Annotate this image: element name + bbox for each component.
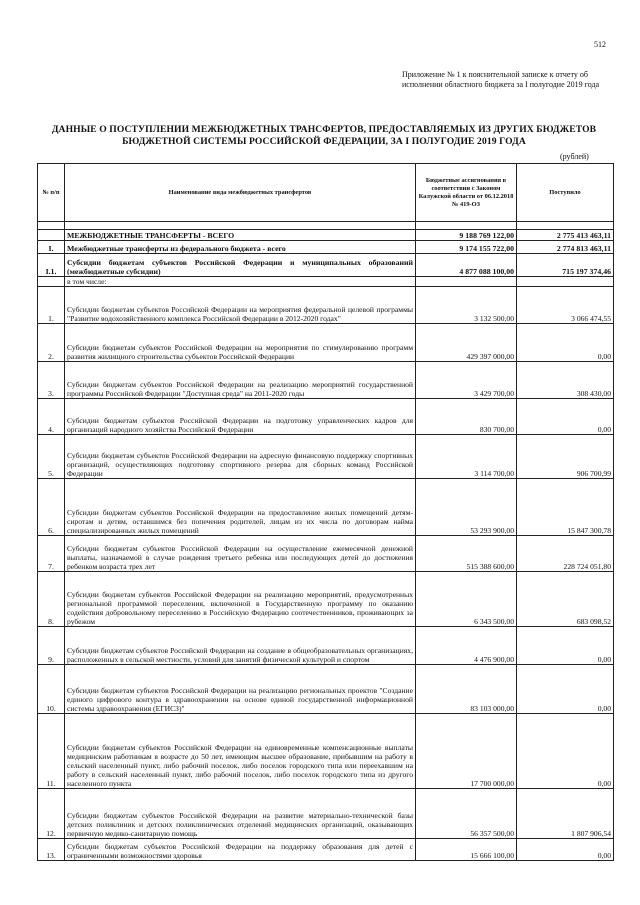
header-name: Наименование вида межбюджетных трансфертов [65,164,416,222]
table-row [38,479,614,536]
row-assigned: 429 397 000,00 [416,324,517,362]
row-received: 715 197 374,46 [517,254,614,277]
row-received: 683 098,52 [517,572,614,627]
row-received [517,277,614,287]
row-received: 0,00 [517,627,614,665]
table-row [38,665,614,714]
table-row [38,435,614,479]
table-row [38,324,614,362]
row-assigned: 53 293 900,00 [416,479,517,536]
row-received: 3 066 474,55 [517,287,614,324]
row-num: 8. [38,572,65,627]
row-assigned: 4 476 900,00 [416,627,517,665]
units-label: (рублей) [560,152,589,161]
table-row [38,627,614,665]
row-received: 906 700,99 [517,435,614,479]
table-row [38,241,614,254]
table-row [38,839,614,861]
table-header-row [38,164,614,222]
row-num: 7. [38,536,65,572]
row-num: I.1. [38,254,65,277]
row-assigned: 9 188 769 122,00 [416,230,517,241]
row-assigned: 4 877 088 100,00 [416,254,517,277]
row-name: Субсидии бюджетам субъектов Российской Федерации на адресную финансовую поддержку спортивных организаций, осуществляющих подготовку спортивного резерва для сборных команд Российской Федерации [65,435,416,479]
row-num: 10. [38,665,65,714]
row-name: Субсидии бюджетам субъектов Российской Федерации на мероприятия по стимулированию программ развития жилищного строительства субъектов Российской Федерации [65,324,416,362]
row-received: 2 775 413 463,11 [517,230,614,241]
row-name: Субсидии бюджетам субъектов Российской Федерации на поддержку образования для детей с ограниченными возможностями здоровья [65,839,416,861]
row-num [38,230,65,241]
row-name: Субсидии бюджетам субъектов Российской Федерации на осуществление ежемесячной денежной выплаты, назначаемой в случае рождения третьего ребенка или последующих детей до достижения ребенком возраста трех лет [65,536,416,572]
row-received: 228 724 051,80 [517,536,614,572]
row-num: 1. [38,287,65,324]
table-row [38,572,614,627]
row-assigned [416,277,517,287]
appendix-note: Приложение № 1 к пояснительной записке к отчету об исполнении областного бюджета за I полугодие 2019 года [402,70,600,89]
row-num: 13. [38,839,65,861]
table-row [38,399,614,435]
row-num: 2. [38,324,65,362]
row-assigned: 515 388 600,00 [416,536,517,572]
table-row [38,536,614,572]
spacer-row [38,222,614,230]
row-num: 6. [38,479,65,536]
row-num: 3. [38,362,65,399]
row-received: 0,00 [517,714,614,789]
row-assigned: 56 357 500,00 [416,789,517,839]
table-row [38,362,614,399]
row-num: 12. [38,789,65,839]
table-row [38,254,614,277]
row-name: Субсидии бюджетам субъектов Российской Федерации на предоставление жилых помещений детям-сиротам и детям, оставшимся без попечения родителей, лицам из их числа по договорам найма специализированных жилых помещений [65,479,416,536]
row-name: Межбюджетные трансферты из федерального бюджета - всего [65,241,416,254]
row-name: Субсидии бюджетам субъектов Российской Федерации на создание в общеобразовательных организациях, расположенных в сельской местности, условий для занятий физической культурой и спортом [65,627,416,665]
row-received: 15 847 300,78 [517,479,614,536]
row-assigned: 83 103 000,00 [416,665,517,714]
row-assigned: 6 343 500,00 [416,572,517,627]
row-received: 2 774 813 463,11 [517,241,614,254]
row-received: 1 807 906,54 [517,789,614,839]
table-row [38,789,614,839]
row-num: 9. [38,627,65,665]
row-received: 0,00 [517,399,614,435]
header-received: Поступило [517,164,614,222]
page-number: 512 [594,40,606,49]
row-name: в том числе: [65,277,416,287]
row-name: Субсидии бюджетам субъектов Российской Федерации на единовременные компенсационные выплаты медицинским работникам в возрасте до 50 лет, имеющим высшее образование, прибывшим на работу в сельский населенный пункт, либо рабочий поселок, либо поселок городского типа или переехавшим на работу в сельский населенный пункт, либо рабочий поселок, либо поселок городского типа из другого населенного пункта [65,714,416,789]
row-name: Субсидии бюджетам субъектов Российской Федерации на реализацию мероприятий государственной программы Российской Федерации "Доступная среда" на 2011-2020 годы [65,362,416,399]
table-row [38,714,614,789]
row-name: Субсидии бюджетам субъектов Российской Федерации на реализацию мероприятий, предусмотренных региональной программой переселения, включенной в Государственную программу по оказанию содействия добровольному переселению в Российскую Федерацию соотечественников, проживающих за рубежом [65,572,416,627]
row-num: 4. [38,399,65,435]
row-name: Субсидии бюджетам субъектов Российской Федерации на мероприятия федеральной целевой программы "Развитие водохозяйственного комплекса Российской Федерации в 2012-2020 годах" [65,287,416,324]
row-name: МЕЖБЮДЖЕТНЫЕ ТРАНСФЕРТЫ - ВСЕГО [65,230,416,241]
row-num: I. [38,241,65,254]
row-name: Субсидии бюджетам субъектов Российской Федерации на подготовку управленческих кадров для организаций народного хозяйства Российской Федерации [65,399,416,435]
table-row [38,277,614,287]
row-name: Субсидии бюджетам субъектов Российской Федерации на реализацию региональных проектов "Создание единого цифрового контура в здравоохранении на основе единой государственной информационной системы здравоохранения (ЕГИСЗ)" [65,665,416,714]
transfers-table [37,163,614,861]
row-received: 0,00 [517,665,614,714]
row-name: Субсидии бюджетам субъектов Российской Федерации на развитие материально-технической базы детских поликлиник и детских поликлинических отделений медицинских организаций, оказывающих первичную медико-санитарную помощь [65,789,416,839]
row-assigned: 9 174 155 722,00 [416,241,517,254]
row-received: 0,00 [517,324,614,362]
row-assigned: 3 132 500,00 [416,287,517,324]
header-num: № п/п [38,164,65,222]
row-assigned: 17 700 000,00 [416,714,517,789]
row-assigned: 3 114 700,00 [416,435,517,479]
document-title: ДАННЫЕ О ПОСТУПЛЕНИИ МЕЖБЮДЖЕТНЫХ ТРАНСФЕРТОВ, ПРЕДОСТАВЛЯЕМЫХ ИЗ ДРУГИХ БЮДЖЕТОВ БЮДЖЕТНОЙ СИСТЕМЫ РОССИЙСКОЙ ФЕДЕРАЦИИ, ЗА I ПОЛУГОДИЕ 2019 ГОДА [51,124,597,147]
row-assigned: 3 429 700,00 [416,362,517,399]
header-assigned: Бюджетные ассигнования в соответствии с Законом Калужской области от 06.12.2018 № 419-ОЗ [416,164,517,222]
row-received: 308 430,00 [517,362,614,399]
table-row-total [38,230,614,241]
row-num: 11. [38,714,65,789]
row-num [38,277,65,287]
row-received: 0,00 [517,839,614,861]
row-assigned: 830 700,00 [416,399,517,435]
row-assigned: 15 666 100,00 [416,839,517,861]
table-row [38,287,614,324]
row-num: 5. [38,435,65,479]
row-name: Субсидии бюджетам субъектов Российской Федерации и муниципальных образований (межбюджетные субсидии) [65,254,416,277]
